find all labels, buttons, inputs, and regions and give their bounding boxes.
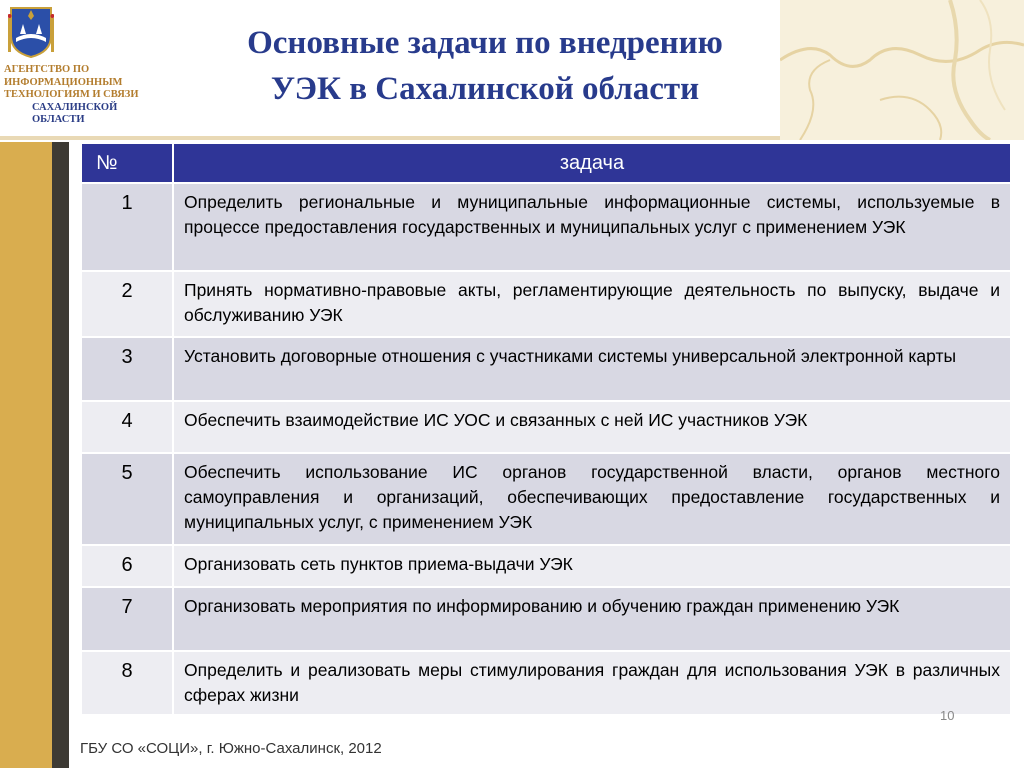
row-number: 1 — [81, 183, 173, 271]
page-number: 10 — [940, 708, 955, 723]
sakhalin-map-decoration — [780, 0, 1024, 140]
table-header-row — [81, 143, 1011, 183]
row-task: Организовать сеть пунктов приема-выдачи УЭК — [173, 545, 1011, 587]
sakhalin-coat-of-arms-icon — [8, 4, 54, 58]
table-row — [81, 401, 1011, 453]
table-row — [81, 545, 1011, 587]
agency-region-line-2: ОБЛАСТИ — [32, 114, 85, 125]
footer-text: ГБУ СО «СОЦИ», г. Южно-Сахалинск, 2012 — [80, 740, 382, 757]
row-task: Определить и реализовать меры стимулирования граждан для использования УЭК в различных сферах жизни — [173, 651, 1011, 715]
row-number: 8 — [81, 651, 173, 715]
row-number: 3 — [81, 337, 173, 401]
agency-name — [4, 64, 164, 127]
row-number: 5 — [81, 453, 173, 545]
agency-line-1: АГЕНТСТВО ПО — [4, 64, 90, 75]
tasks-table — [80, 142, 1012, 716]
row-number: 4 — [81, 401, 173, 453]
table-row — [81, 183, 1011, 271]
column-header-task: задача — [173, 143, 1011, 183]
row-task: Обеспечить использование ИС органов государственной власти, органов местного самоуправления и организаций, обеспечивающих предоставление государственных и муниципальных услуг, с применением УЭК — [173, 453, 1011, 545]
agency-line-2: ИНФОРМАЦИОННЫМ — [4, 76, 123, 88]
row-number: 6 — [81, 545, 173, 587]
row-task: Принять нормативно-правовые акты, регламентирующие деятельность по выпуску, выдаче и обслуживанию УЭК — [173, 271, 1011, 337]
title-line-1: Основные задачи по внедрению — [247, 25, 723, 61]
left-gold-stripe — [0, 142, 52, 768]
row-task: Организовать мероприятия по информированию и обучению граждан применению УЭК — [173, 587, 1011, 651]
table-row — [81, 587, 1011, 651]
row-task: Установить договорные отношения с участниками системы универсальной электронной карты — [173, 337, 1011, 401]
column-header-number: № — [81, 143, 173, 183]
agency-region-line-1: САХАЛИНСКОЙ — [32, 101, 118, 113]
page-title — [180, 20, 790, 112]
table-row — [81, 337, 1011, 401]
row-task: Определить региональные и муниципальные информационные системы, используемые в процессе предоставления государственных и муниципальных услуг с применением УЭК — [173, 183, 1011, 271]
table-row — [81, 651, 1011, 715]
row-number: 7 — [81, 587, 173, 651]
row-task: Обеспечить взаимодействие ИС УОС и связанных с ней ИС участников УЭК — [173, 401, 1011, 453]
agency-line-3: ТЕХНОЛОГИЯМ И СВЯЗИ — [4, 89, 139, 100]
title-line-2: УЭК в Сахалинской области — [270, 71, 700, 107]
table-row — [81, 271, 1011, 337]
table-row — [81, 453, 1011, 545]
left-dark-stripe — [52, 142, 69, 768]
row-number: 2 — [81, 271, 173, 337]
